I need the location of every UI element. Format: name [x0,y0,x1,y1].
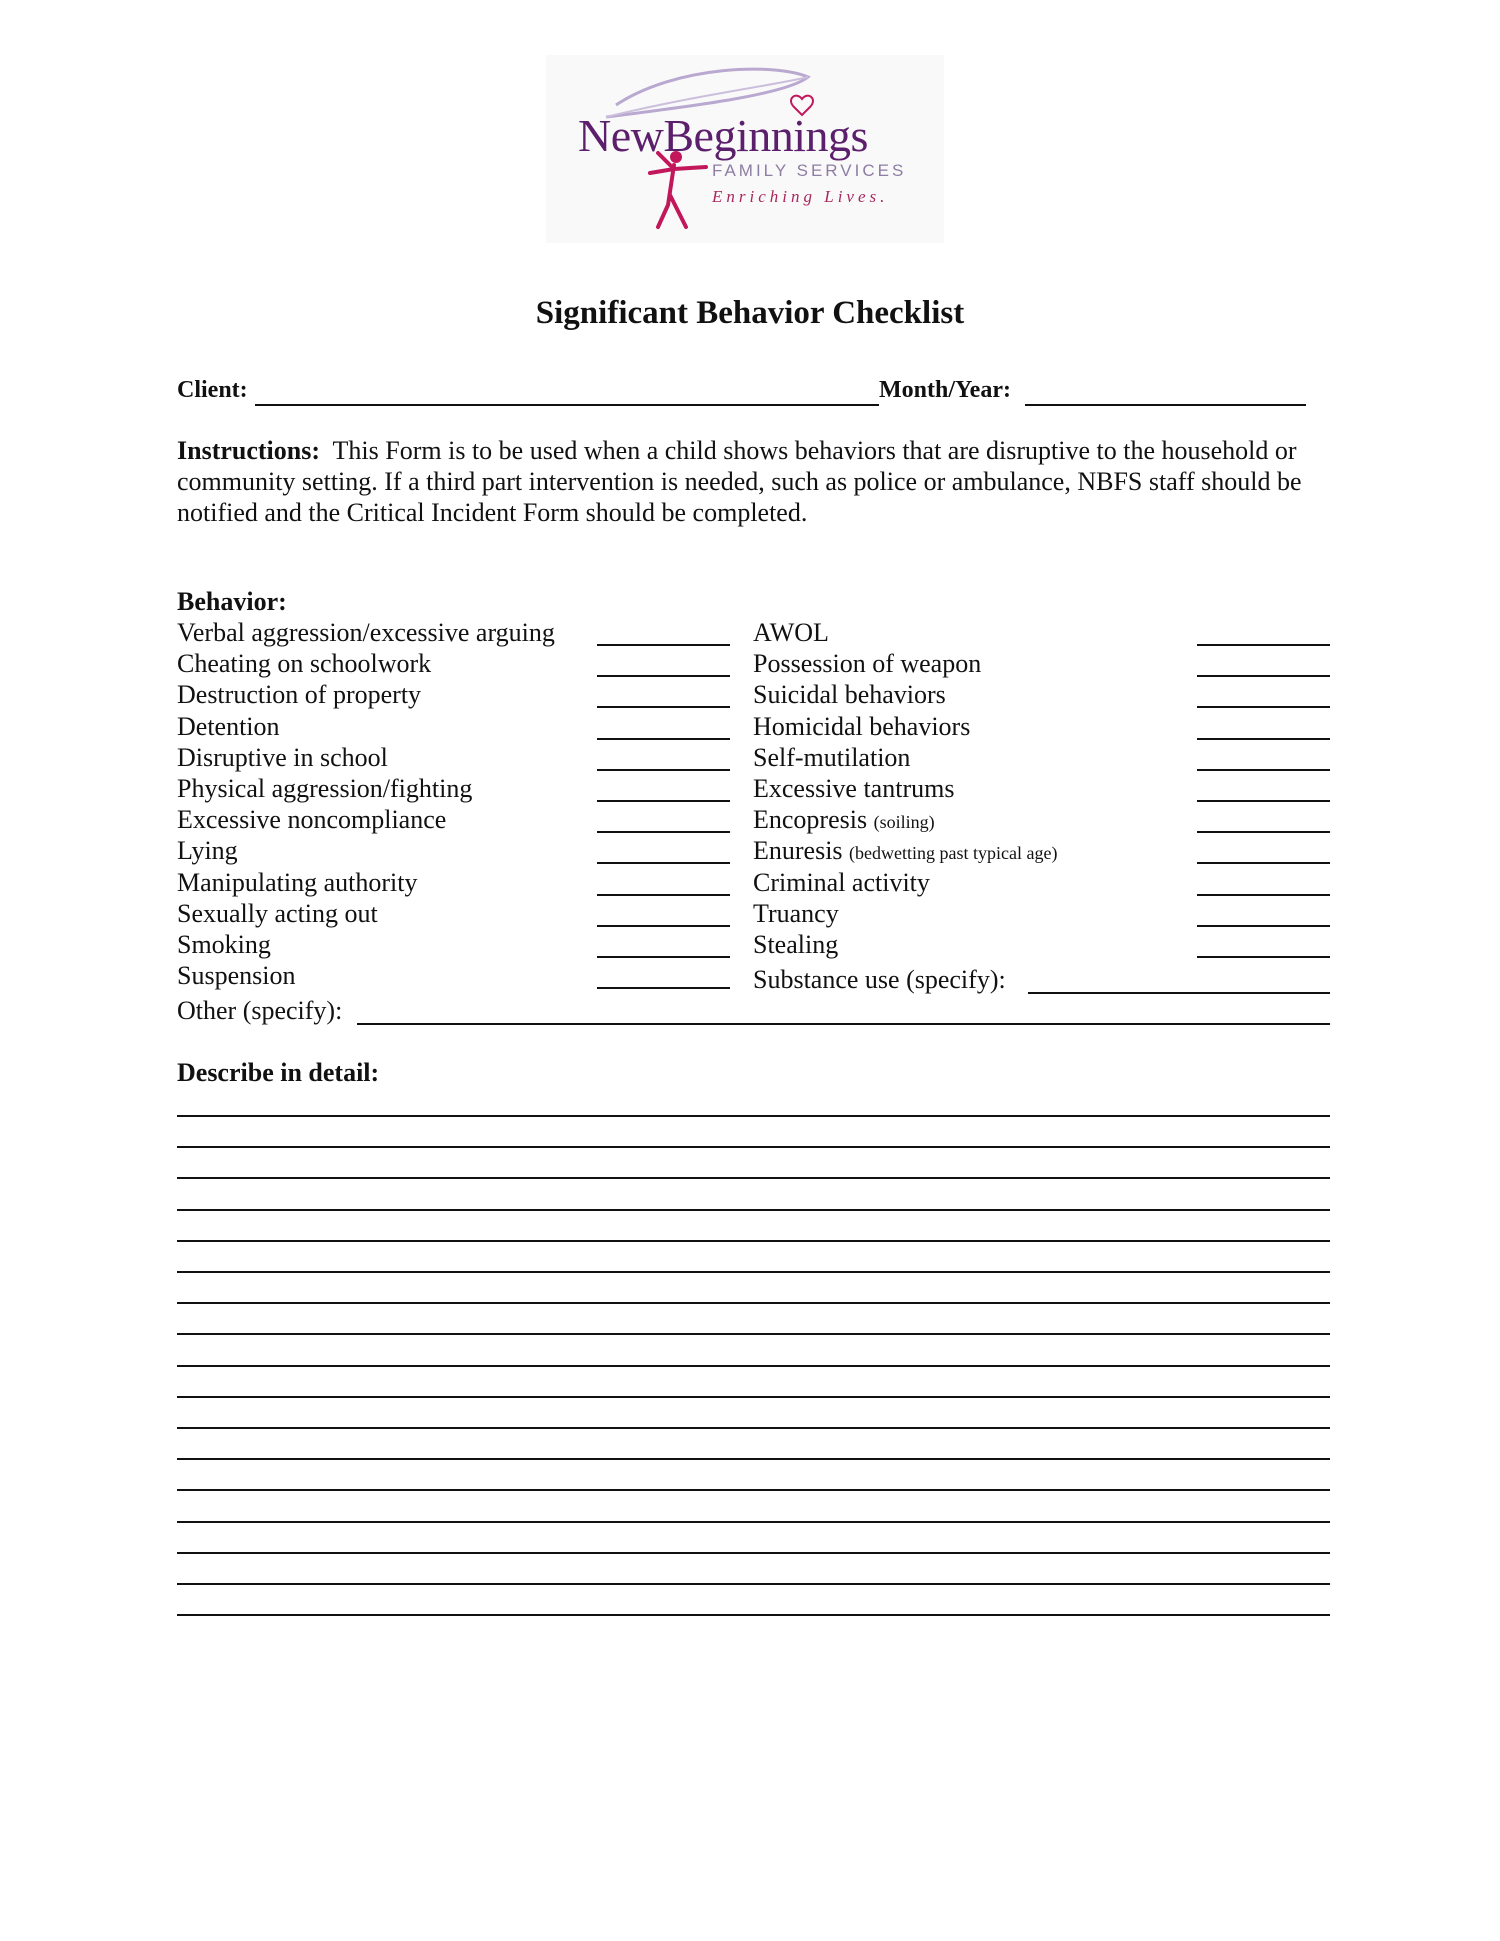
behavior-item [753,805,935,835]
behavior-item-field[interactable] [597,894,730,896]
behavior-item-label: Sexually acting out [177,898,378,928]
client-field[interactable] [255,404,879,406]
behavior-item-label: Homicidal behaviors [753,711,971,741]
logo-tagline: Enriching Lives. [712,187,889,206]
client-label: Client: [177,377,248,403]
detail-line[interactable] [177,1583,1330,1585]
behavior-item [753,836,1057,866]
behavior-item-field[interactable] [1197,769,1330,771]
behavior-item-label: Excessive tantrums [753,774,955,803]
behavior-item-label: Suicidal behaviors [753,680,946,710]
behavior-item-label: Enuresis [753,836,843,866]
other-field[interactable] [357,1023,1330,1025]
behavior-item-label: Excessive noncompliance [177,805,447,835]
detail-line[interactable] [177,1333,1330,1335]
instructions-label: Instructions: [177,436,321,465]
behavior-item-label: Criminal activity [753,867,930,897]
detail-line[interactable] [177,1271,1330,1273]
behavior-item-field[interactable] [1197,894,1330,896]
behavior-item-field[interactable] [1197,956,1330,958]
behavior-item-field[interactable] [597,738,730,740]
behavior-item-field[interactable] [597,956,730,958]
behavior-item [753,930,838,960]
behavior-item-field[interactable] [1197,644,1330,646]
detail-line[interactable] [177,1365,1330,1367]
behavior-item-label: Detention [177,711,280,741]
behavior-heading: Behavior: [177,587,287,616]
detail-line[interactable] [177,1209,1330,1211]
behavior-item [753,649,981,679]
behavior-item-label: Lying [177,836,238,866]
behavior-item-note: (soiling) [873,812,935,833]
behavior-item-label: AWOL [753,618,829,647]
behavior-item-label: Verbal aggression/excessive arguing [177,618,555,647]
detail-line[interactable] [177,1521,1330,1523]
behavior-item [753,899,839,929]
behavior-item-field[interactable] [597,831,730,833]
month-year-label: Month/Year: [879,377,1011,403]
behavior-item [753,868,930,898]
behavior-item-field[interactable] [597,706,730,708]
page-title: Significant Behavior Checklist [535,295,965,331]
detail-line[interactable] [177,1552,1330,1554]
detail-line[interactable] [177,1489,1330,1491]
behavior-item [753,743,910,773]
organization-logo [546,55,944,243]
behavior-item-field[interactable] [597,769,730,771]
logo-name: NewBeginnings [578,110,868,161]
behavior-item-field[interactable] [597,925,730,927]
substance-use-field[interactable] [1028,992,1330,994]
behavior-item-field[interactable] [1197,800,1330,802]
detail-line[interactable] [177,1115,1330,1117]
behavior-item-label: Encopresis [753,805,868,835]
detail-line[interactable] [177,1427,1330,1429]
behavior-item-field[interactable] [1197,925,1330,927]
substance-use-label: Substance use (specify): [753,965,1006,994]
behavior-item-label: Self-mutilation [753,742,911,772]
behavior-item-label: Destruction of property [177,680,422,710]
behavior-item-field[interactable] [1197,738,1330,740]
behavior-item-field[interactable] [1197,706,1330,708]
behavior-item-label: Manipulating authority [177,867,418,897]
behavior-item-field[interactable] [597,862,730,864]
behavior-item-field[interactable] [597,987,730,989]
instructions [177,435,1337,528]
detail-line[interactable] [177,1302,1330,1304]
detail-line[interactable] [177,1396,1330,1398]
detail-line[interactable] [177,1240,1330,1242]
behavior-item-label: Physical aggression/fighting [177,774,473,803]
month-year-field[interactable] [1025,404,1306,406]
behavior-item-field[interactable] [597,644,730,646]
behavior-item-label: Smoking [177,930,271,959]
behavior-item-field[interactable] [1197,831,1330,833]
other-label: Other (specify): [177,996,343,1025]
instructions-text: This Form is to be used when a child shows behaviors that are disruptive to the household or community setting. If a third part intervention is needed, such as police or ambulance, NBFS staff should be notified and the Critical Incident Form should be completed. [177,436,1302,527]
behavior-item-label: Possession of weapon [753,649,982,679]
behavior-item-label: Suspension [177,961,296,991]
behavior-item-field[interactable] [1197,862,1330,864]
detail-heading: Describe in detail: [177,1058,380,1087]
behavior-item-label: Disruptive in school [177,742,388,772]
behavior-item-field[interactable] [597,800,730,802]
behavior-item-field[interactable] [1197,675,1330,677]
behavior-item-field[interactable] [597,675,730,677]
detail-line[interactable] [177,1458,1330,1460]
logo-subtitle: FAMILY SERVICES [712,161,907,180]
detail-line[interactable] [177,1614,1330,1616]
behavior-item-label: Stealing [753,930,839,959]
behavior-item-note: (bedwetting past typical age) [849,843,1058,864]
behavior-item [753,712,970,742]
detail-line[interactable] [177,1146,1330,1148]
behavior-item [753,618,829,648]
behavior-item-label: Cheating on schoolwork [177,649,432,679]
behavior-item [753,680,946,710]
detail-line[interactable] [177,1177,1330,1179]
behavior-item-label: Truancy [753,898,839,928]
behavior-item [753,774,954,804]
